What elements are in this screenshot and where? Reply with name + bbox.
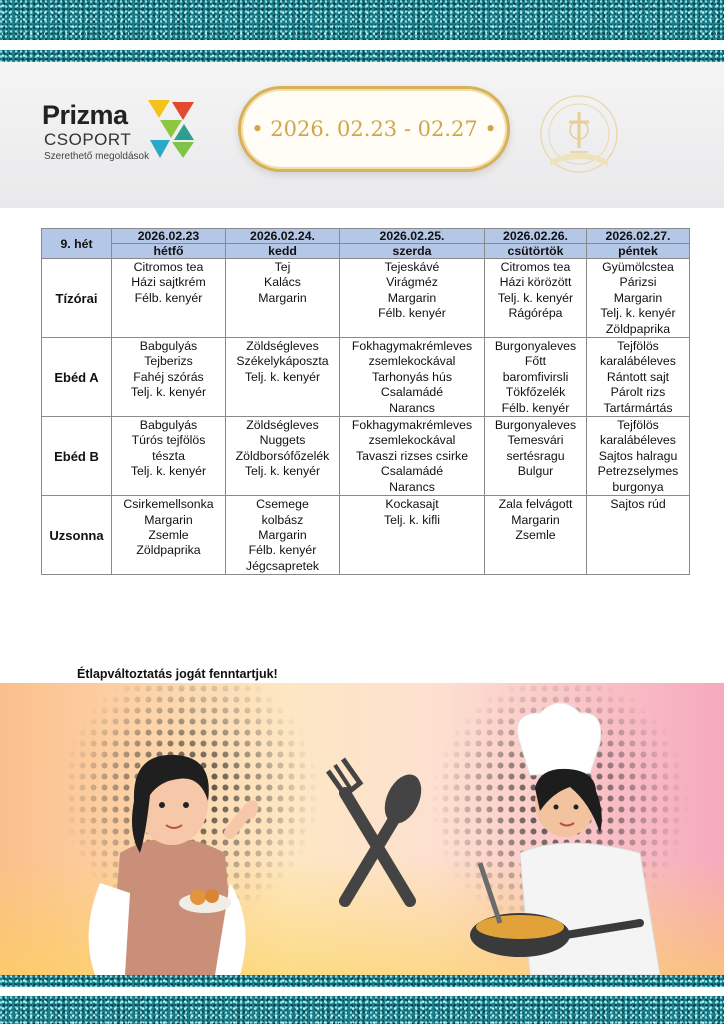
menu-item: Félb. kenyér (134, 290, 203, 305)
menu-item: Tejeskávé (384, 260, 440, 274)
menu-item: Székelykáposzta (236, 354, 329, 369)
menu-item: Főtt (524, 354, 547, 369)
day-date: 2026.02.24. (226, 229, 340, 244)
menu-item: Párolt rizs (610, 385, 666, 400)
menu-item: karalábéleves (600, 433, 676, 448)
menu-cell (485, 338, 587, 417)
menu-item: Fahéj szórás (133, 369, 204, 384)
menu-item: baromfivirsli (502, 369, 569, 384)
menu-row (42, 496, 690, 575)
menu-item: Csirkemellsonka (123, 497, 214, 512)
menu-item: Citromos tea (133, 260, 204, 274)
menu-item: Tartármártás (603, 400, 673, 415)
menu-item: Házi körözött (499, 275, 572, 290)
menu-cell (485, 259, 587, 338)
date-range-badge (238, 86, 510, 172)
menu-cell (587, 496, 690, 575)
menu-item: Narancs (389, 479, 435, 494)
menu-item: Házi sajtkrém (131, 275, 206, 290)
menu-cell (226, 496, 340, 575)
menu-item: Margarin (613, 290, 663, 305)
menu-item: Margarin (511, 512, 560, 527)
date-range-text: • 2026. 02.23 - 02.27 • (251, 117, 497, 141)
menu-cell (112, 259, 226, 338)
logo-sub: CSOPORT (44, 130, 132, 149)
menu-item: Telj. k. kenyér (497, 290, 574, 305)
menu-item: sertésragu (506, 448, 565, 463)
menu-item: Zöldborsófőzelék (235, 448, 330, 463)
menu-item: karalábéleves (600, 354, 676, 369)
menu-item: Csemege (256, 497, 309, 512)
top-glitter-stripe (0, 50, 724, 62)
day-name: hétfő (112, 244, 226, 259)
fork-spoon-icon (328, 759, 428, 901)
menu-item: Zala felvágott (498, 497, 573, 512)
menu-item: Nuggets (259, 433, 306, 448)
menu-item: Túrós tejfölös (131, 433, 206, 448)
menu-item: Sajtos halragu (598, 448, 678, 463)
menu-item: Zöldségleves (246, 418, 319, 433)
menu-item: Tejfölös (617, 339, 659, 354)
menu-item: Temesvári (507, 433, 564, 448)
school-crest-icon (536, 90, 622, 186)
cooking-illustration-panel (0, 683, 724, 975)
menu-item: Csalamádé (380, 385, 444, 400)
prism-logo-icon (148, 100, 196, 160)
menu-row (42, 338, 690, 417)
menu-cell (485, 417, 587, 496)
menu-item: zsemlekockával (368, 433, 456, 448)
menu-item: Rántott sajt (606, 369, 670, 384)
menu-item: Citromos tea (500, 260, 571, 274)
menu-item: Telj. k. kenyér (130, 385, 207, 400)
bottom-glitter-border (0, 996, 724, 1024)
menu-item: Sajtos rúd (610, 497, 666, 512)
menu-row (42, 259, 690, 338)
menu-item: Virágméz (386, 275, 438, 290)
menu-cell (340, 259, 485, 338)
menu-item: Jégcsapretek (245, 558, 320, 573)
menu-row (42, 417, 690, 496)
menu-change-disclaimer: Étlapváltoztatás jogát fenntartjuk! (77, 667, 278, 681)
menu-item: Telj. k. kenyér (600, 306, 676, 321)
menu-item: Narancs (389, 400, 435, 415)
day-date: 2026.02.26. (485, 229, 587, 244)
menu-item: Zöldpaprika (136, 543, 201, 558)
menu-item: Petrezselymes (597, 464, 679, 479)
menu-item: Fokhagymakrémleves (351, 418, 473, 433)
menu-item: Félb. kenyér (248, 543, 317, 558)
menu-cell (587, 338, 690, 417)
menu-item: Rágórépa (508, 306, 563, 321)
day-name: péntek (587, 244, 690, 259)
menu-item: Párizsi (619, 275, 657, 290)
bottom-glitter-stripe (0, 975, 724, 987)
meal-label: Ebéd B (42, 417, 112, 496)
menu-cell (587, 259, 690, 338)
menu-item: Tarhonyás hús (372, 369, 452, 384)
menu-item: Kalács (264, 275, 301, 290)
day-date: 2026.02.23 (112, 229, 226, 244)
menu-item: Tökfőzelék (505, 385, 566, 400)
day-name: kedd (226, 244, 340, 259)
menu-item: kolbász (261, 512, 304, 527)
top-glitter-border (0, 0, 724, 40)
menu-item: Félb. kenyér (378, 306, 446, 321)
menu-item: Tejfölös (617, 418, 659, 433)
menu-item: burgonya (612, 479, 664, 494)
logo-tagline: Szerethető megoldások (44, 151, 150, 162)
menu-cell (340, 496, 485, 575)
illustration-canvas (0, 683, 724, 975)
weekly-menu-table (41, 228, 690, 575)
menu-cell (112, 338, 226, 417)
menu-item: Bulgur (517, 464, 554, 479)
menu-cell (226, 417, 340, 496)
menu-item: Csalamádé (380, 464, 444, 479)
menu-cell (112, 417, 226, 496)
day-name: csütörtök (485, 244, 587, 259)
menu-item: Burgonyaleves (494, 418, 577, 433)
day-name: szerda (340, 244, 485, 259)
week-label: 9. hét (42, 229, 112, 259)
menu-item: Tejberizs (144, 354, 193, 369)
menu-cell (485, 496, 587, 575)
menu-cell (226, 338, 340, 417)
date-row (42, 229, 690, 244)
prizma-logo (42, 100, 202, 170)
menu-item: Zsemle (148, 527, 189, 542)
menu-item: Zöldpaprika (605, 321, 671, 336)
menu-item: Burgonyaleves (494, 339, 577, 354)
menu-item: Babgulyás (139, 339, 198, 354)
meal-label: Ebéd A (42, 338, 112, 417)
menu-cell (340, 417, 485, 496)
menu-item: Telj. k. kenyér (244, 464, 321, 479)
menu-item: tészta (152, 448, 185, 463)
menu-item: Margarin (258, 527, 307, 542)
menu-item: Zsemle (515, 527, 556, 542)
menu-item: Babgulyás (139, 418, 198, 433)
menu-item: Telj. k. kenyér (244, 369, 321, 384)
menu-cell (112, 496, 226, 575)
menu-item: Tavaszi rizses csirke (355, 448, 469, 463)
menu-item: Margarin (258, 290, 307, 305)
menu-item: Telj. k. kenyér (130, 464, 207, 479)
meal-label: Uzsonna (42, 496, 112, 575)
menu-item: zsemlekockával (368, 354, 456, 369)
menu-cell (587, 417, 690, 496)
menu-item: Fokhagymakrémleves (351, 339, 473, 354)
menu-cell (340, 338, 485, 417)
menu-item: Margarin (144, 512, 193, 527)
menu-cell (226, 259, 340, 338)
logo-name: Prizma (42, 100, 128, 130)
day-date: 2026.02.27. (587, 229, 690, 244)
menu-item: Gyümölcstea (602, 260, 674, 274)
menu-item: Margarin (387, 290, 437, 305)
menu-item: Zöldségleves (246, 339, 319, 354)
menu-item: Félb. kenyér (501, 400, 570, 415)
menu-item: Tej (274, 260, 291, 274)
day-date: 2026.02.25. (340, 229, 485, 244)
menu-item: Kockasajt (385, 497, 439, 512)
menu-item: Telj. k. kifli (383, 512, 441, 527)
meal-label: Tízórai (42, 259, 112, 338)
day-name-row (42, 244, 690, 259)
